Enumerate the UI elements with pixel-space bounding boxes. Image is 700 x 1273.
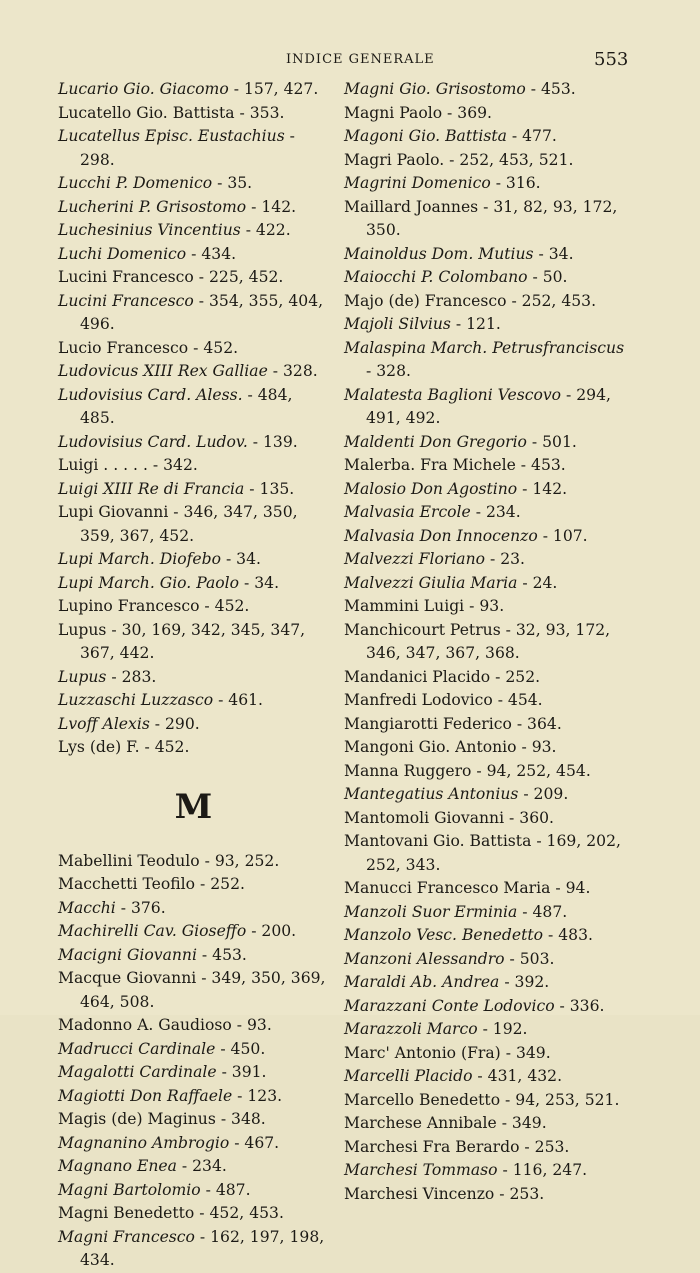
index-entry bbox=[58, 1179, 330, 1203]
entry-name: Macque Giovanni bbox=[58, 969, 197, 987]
entry-name: Marcello Benedetto bbox=[344, 1090, 501, 1109]
index-entry bbox=[58, 1132, 330, 1156]
index-entry bbox=[58, 196, 330, 220]
entry-page-refs: - 294, 491, 492. bbox=[366, 385, 611, 427]
entry-page-refs: - 139. bbox=[247, 432, 298, 451]
index-entry bbox=[344, 783, 626, 807]
entry-page-refs: - 142. bbox=[246, 197, 297, 216]
entry-page-refs: - 23. bbox=[485, 550, 526, 568]
entry-page-refs: - 252. bbox=[490, 667, 541, 686]
entry-name: Marchese Annibale bbox=[344, 1114, 497, 1132]
entry-name: Marazzani Conte Lodovico bbox=[344, 996, 555, 1015]
index-entry bbox=[344, 525, 626, 549]
entry-page-refs: - 107. bbox=[537, 526, 588, 545]
index-entry bbox=[58, 736, 330, 760]
entry-page-refs: - 328. bbox=[267, 362, 318, 380]
index-entry bbox=[344, 830, 626, 877]
entry-page-refs: - 283. bbox=[106, 667, 157, 686]
entry-page-refs: - 483. bbox=[543, 926, 593, 944]
entry-name: Magnano Enea bbox=[58, 1157, 177, 1175]
entry-name: Malvasia Don Innocenzo bbox=[344, 526, 538, 545]
entry-page-refs: - 24. bbox=[517, 573, 558, 592]
entry-name: Lucini Francesco bbox=[58, 268, 194, 286]
entry-page-refs: - 32, 93, 172, 346, 347, 367, 368. bbox=[366, 620, 611, 662]
entry-name: Maillard Joannes bbox=[344, 197, 479, 216]
entry-page-refs: - 431, 432. bbox=[472, 1067, 563, 1085]
entry-page-refs: - 392. bbox=[499, 973, 550, 991]
entry-name: Macchi bbox=[58, 898, 116, 917]
index-entry bbox=[58, 548, 330, 572]
entry-page-refs: - 93. bbox=[464, 597, 505, 615]
entry-page-refs: - 453. bbox=[196, 945, 247, 964]
index-entry bbox=[58, 337, 330, 361]
index-entry bbox=[58, 243, 330, 267]
entry-page-refs: - 94, 252, 454. bbox=[471, 761, 591, 780]
entry-name: Machirelli Cav. Gioseffo bbox=[58, 922, 247, 940]
entry-name: Luchesinius Vincentius bbox=[58, 221, 241, 239]
entry-name: Magoni Gio. Battista bbox=[344, 127, 507, 145]
index-entry bbox=[344, 1065, 626, 1089]
index-entry bbox=[58, 619, 330, 666]
entry-name: Mandanici Placido bbox=[344, 667, 491, 686]
entry-name: Maldenti Don Gregorio bbox=[344, 432, 527, 451]
index-entry bbox=[58, 1038, 330, 1062]
index-entry bbox=[344, 901, 626, 925]
left-bottom-entries bbox=[58, 850, 330, 1273]
entry-page-refs: - 93. bbox=[231, 1016, 272, 1034]
entry-name: Mangoni Gio. Antonio bbox=[344, 738, 517, 756]
index-entry bbox=[344, 313, 626, 337]
index-entry bbox=[58, 172, 330, 196]
entry-name: Magri Paolo. bbox=[344, 150, 445, 169]
entry-name: Lvoff Alexis bbox=[58, 714, 150, 733]
index-entry bbox=[58, 501, 330, 548]
entry-page-refs: - 93, 252. bbox=[199, 851, 280, 870]
entry-name: Manzolo Vesc. Benedetto bbox=[344, 926, 544, 944]
entry-name: Luzzaschi Luzzasco bbox=[58, 691, 214, 709]
entry-name: Manna Ruggero bbox=[344, 761, 472, 780]
index-entry bbox=[344, 807, 626, 831]
entry-name: Magiotti Don Raffaele bbox=[58, 1086, 233, 1105]
index-entry bbox=[58, 384, 330, 431]
entry-page-refs: - 169, 202, 252, 343. bbox=[366, 832, 621, 874]
entry-page-refs: - 369. bbox=[442, 103, 492, 122]
entry-page-refs: - 290. bbox=[149, 714, 200, 733]
entry-name: Lucini Francesco bbox=[58, 291, 194, 310]
index-entry bbox=[58, 1085, 330, 1109]
entry-page-refs: - 35. bbox=[212, 174, 253, 192]
index-entry bbox=[344, 1042, 626, 1066]
entry-name: Marchesi Fra Berardo bbox=[344, 1137, 520, 1156]
entry-name: Majoli Silvius bbox=[344, 315, 451, 333]
entry-page-refs: - 391. bbox=[216, 1063, 267, 1081]
entry-page-refs: - 157, 427. bbox=[228, 80, 319, 98]
entry-name: Magni Paolo bbox=[344, 103, 443, 122]
entry-name: Manfredi Lodovico bbox=[344, 691, 493, 709]
index-entry bbox=[58, 478, 330, 502]
index-entry bbox=[58, 102, 330, 126]
index-entry bbox=[58, 78, 330, 102]
index-entry bbox=[344, 971, 626, 995]
index-entry bbox=[344, 243, 626, 267]
index-entry bbox=[58, 873, 330, 897]
entry-page-refs: - 349. bbox=[500, 1043, 551, 1062]
entry-name: Maraldi Ab. Andrea bbox=[344, 973, 500, 991]
index-entry bbox=[58, 431, 330, 455]
entry-page-refs: - 336. bbox=[554, 996, 605, 1015]
index-entry bbox=[58, 713, 330, 737]
entry-name: Lucatello Gio. Battista bbox=[58, 103, 235, 122]
index-entry bbox=[344, 102, 626, 126]
entry-name: Mangiarotti Federico bbox=[344, 714, 512, 733]
index-entry bbox=[344, 78, 626, 102]
index-entry bbox=[344, 384, 626, 431]
index-entry bbox=[58, 1226, 330, 1273]
entry-name: Magis (de) Maginus bbox=[58, 1110, 216, 1128]
entry-name: Lucchi P. Domenico bbox=[58, 174, 213, 192]
entry-name: Lucio Francesco bbox=[58, 338, 189, 357]
entry-page-refs: - 346, 347, 350, 359, 367, 452. bbox=[80, 503, 298, 545]
index-entry bbox=[344, 1183, 626, 1207]
entry-name: Mantovani Gio. Battista bbox=[344, 832, 532, 850]
index-entry bbox=[344, 1112, 626, 1136]
entry-name: Manucci Francesco Maria bbox=[344, 879, 551, 897]
entry-name: Maiocchi P. Colombano bbox=[344, 268, 528, 286]
right-column bbox=[344, 78, 626, 1206]
entry-page-refs: - 253. bbox=[519, 1137, 570, 1156]
section-letter: M bbox=[174, 786, 214, 827]
index-entry bbox=[344, 595, 626, 619]
entry-name: Magalotti Cardinale bbox=[58, 1063, 217, 1081]
index-entry bbox=[344, 548, 626, 572]
right-entries bbox=[344, 78, 626, 1206]
index-entry bbox=[58, 689, 330, 713]
entry-name: Lucatellus Episc. Eustachius bbox=[58, 127, 285, 145]
index-entry bbox=[58, 1014, 330, 1038]
entry-page-refs: - 452. bbox=[199, 597, 250, 615]
entry-page-refs: - 501. bbox=[526, 432, 577, 451]
entry-name: Malvezzi Floriano bbox=[344, 550, 486, 568]
entry-page-refs: - 376. bbox=[115, 898, 166, 917]
index-entry bbox=[344, 689, 626, 713]
entry-page-refs: - 192. bbox=[477, 1020, 528, 1038]
entry-name: Marchesi Tommaso bbox=[344, 1161, 498, 1179]
entry-name: Magrini Domenico bbox=[344, 174, 491, 192]
entry-name: Marazzoli Marco bbox=[344, 1020, 478, 1038]
entry-name: Marchesi Vincenzo bbox=[344, 1184, 495, 1203]
index-entry bbox=[58, 454, 330, 478]
entry-page-refs: - 225, 452. bbox=[193, 268, 284, 286]
entry-page-refs: - 348. bbox=[215, 1110, 266, 1128]
entry-name: Malerba. Fra Michele bbox=[344, 456, 516, 474]
index-entry bbox=[344, 196, 626, 243]
index-entry bbox=[344, 666, 626, 690]
index-entry bbox=[58, 125, 330, 172]
index-entry bbox=[58, 920, 330, 944]
page-number: 553 bbox=[594, 49, 629, 70]
entry-page-refs: - 252, 453. bbox=[506, 291, 597, 310]
entry-page-refs: - 360. bbox=[504, 808, 554, 827]
entry-page-refs: - 364. bbox=[511, 714, 562, 733]
entry-page-refs: - 342. bbox=[147, 456, 198, 474]
entry-name: Lupino Francesco bbox=[58, 597, 200, 615]
index-entry bbox=[58, 572, 330, 596]
entry-name: Malosio Don Agostino bbox=[344, 479, 518, 498]
entry-name: Malaspina March. Petrusfranciscus bbox=[344, 338, 625, 357]
entry-name: Lupus bbox=[58, 667, 107, 686]
index-entry bbox=[58, 666, 330, 690]
index-entry bbox=[344, 877, 626, 901]
entry-name: Mainoldus Dom. Mutius bbox=[344, 244, 534, 263]
index-entry bbox=[344, 736, 626, 760]
left-column bbox=[58, 78, 330, 1273]
entry-page-refs: - 298. bbox=[80, 127, 295, 169]
index-entry bbox=[344, 478, 626, 502]
index-entry bbox=[344, 501, 626, 525]
entry-page-refs: - 135. bbox=[244, 479, 295, 498]
entry-name: Lucario Gio. Giacomo bbox=[58, 80, 229, 98]
entry-name: Madrucci Cardinale bbox=[58, 1039, 216, 1058]
entry-name: Lupi March. Diofebo bbox=[58, 550, 221, 568]
entry-page-refs: - 234. bbox=[176, 1157, 227, 1175]
index-entry bbox=[58, 595, 330, 619]
entry-page-refs: - 422. bbox=[240, 221, 291, 239]
entry-name: Malvezzi Giulia Maria bbox=[344, 573, 518, 592]
index-entry bbox=[344, 125, 626, 149]
entry-page-refs: - 487. bbox=[517, 902, 568, 921]
entry-page-refs: - 234. bbox=[470, 503, 521, 521]
entry-page-refs: - 34. bbox=[533, 244, 574, 263]
entry-name: Magnanino Ambrogio bbox=[58, 1133, 230, 1152]
index-entry bbox=[344, 1018, 626, 1042]
entry-page-refs: - 349, 350, 369, 464, 508. bbox=[80, 969, 326, 1011]
index-entry bbox=[58, 897, 330, 921]
entry-name: Magni Bartolomio bbox=[58, 1180, 201, 1199]
entry-page-refs: - 50. bbox=[527, 268, 568, 286]
entry-name: Ludovisius Card. Ludov. bbox=[58, 432, 248, 451]
entry-name: Luchi Domenico bbox=[58, 244, 187, 263]
entry-page-refs: - 477. bbox=[506, 127, 557, 145]
entry-name: Malatesta Baglioni Vescovo bbox=[344, 385, 562, 404]
entry-page-refs: - 453. bbox=[525, 80, 576, 98]
index-entry bbox=[344, 266, 626, 290]
index-entry bbox=[58, 219, 330, 243]
entry-page-refs: - 461. bbox=[213, 691, 264, 709]
index-entry bbox=[58, 1155, 330, 1179]
left-top-entries bbox=[58, 78, 330, 760]
entry-page-refs: - 209. bbox=[518, 785, 569, 803]
entry-name: Majo (de) Francesco bbox=[344, 291, 507, 310]
entry-page-refs: - 200. bbox=[246, 922, 297, 940]
entry-name: Mabellini Teodulo bbox=[58, 851, 200, 870]
index-entry bbox=[58, 967, 330, 1014]
index-entry bbox=[344, 337, 626, 384]
index-entry bbox=[344, 713, 626, 737]
entry-page-refs: - 349. bbox=[496, 1114, 547, 1132]
entry-page-refs: - 31, 82, 93, 172, 350. bbox=[366, 197, 618, 239]
entry-name: Ludovicus XIII Rex Galliae bbox=[58, 362, 268, 380]
entry-name: Lupus bbox=[58, 620, 107, 639]
index-entry bbox=[344, 760, 626, 784]
index-entry bbox=[58, 1061, 330, 1085]
index-entry bbox=[344, 1159, 626, 1183]
entry-page-refs: - 162, 197, 198, 434. bbox=[80, 1227, 325, 1269]
entry-page-refs: - 353. bbox=[234, 103, 285, 122]
entry-name: Lucherini P. Grisostomo bbox=[58, 197, 247, 216]
entry-name: Macchetti Teofilo bbox=[58, 875, 196, 893]
entry-page-refs: - 467. bbox=[229, 1133, 280, 1152]
entry-page-refs: - 503. bbox=[504, 949, 555, 968]
entry-page-refs: - 94. bbox=[550, 879, 591, 897]
entry-page-refs: - 487. bbox=[200, 1180, 251, 1199]
index-entry bbox=[344, 454, 626, 478]
index-entry bbox=[58, 266, 330, 290]
index-entry bbox=[344, 290, 626, 314]
entry-name: Marcelli Placido bbox=[344, 1067, 473, 1085]
index-entry bbox=[344, 619, 626, 666]
entry-page-refs: - 434. bbox=[186, 244, 237, 263]
index-entry bbox=[58, 1202, 330, 1226]
entry-name: Marc' Antonio (Fra) bbox=[344, 1043, 501, 1062]
entry-page-refs: - 450. bbox=[215, 1039, 266, 1058]
entry-name: Malvasia Ercole bbox=[344, 503, 471, 521]
entry-page-refs: - 253. bbox=[494, 1184, 545, 1203]
entry-name: Mammini Luigi bbox=[344, 597, 465, 615]
entry-page-refs: - 452. bbox=[188, 338, 239, 357]
index-entry bbox=[344, 948, 626, 972]
entry-page-refs: - 454. bbox=[492, 691, 543, 709]
entry-page-refs: - 34. bbox=[239, 573, 280, 592]
entry-page-refs: - 354, 355, 404, 496. bbox=[80, 291, 324, 333]
entry-page-refs: - 252, 453, 521. bbox=[444, 150, 574, 169]
entry-page-refs: - 142. bbox=[517, 479, 568, 498]
entry-page-refs: - 121. bbox=[450, 315, 501, 333]
index-entry bbox=[344, 572, 626, 596]
index-entry bbox=[344, 924, 626, 948]
entry-name: Macigni Giovanni bbox=[58, 945, 197, 964]
entry-name: Lys (de) F. bbox=[58, 738, 140, 756]
entry-page-refs: - 34. bbox=[220, 550, 261, 568]
index-entry bbox=[58, 290, 330, 337]
running-header: INDICE GENERALE bbox=[286, 52, 435, 67]
entry-page-refs: - 30, 169, 342, 345, 347, 367, 442. bbox=[80, 620, 306, 662]
index-entry bbox=[344, 431, 626, 455]
entry-name: Manchicourt Petrus bbox=[344, 620, 501, 639]
entry-name: Manzoli Suor Erminia bbox=[344, 902, 518, 921]
entry-page-refs: - 328. bbox=[366, 362, 411, 380]
entry-name: Luigi . . . . . bbox=[58, 456, 148, 474]
entry-name: Magni Benedetto bbox=[58, 1204, 195, 1222]
entry-page-refs: - 93. bbox=[516, 738, 557, 756]
entry-name: Lupi Giovanni bbox=[58, 503, 169, 521]
entry-name: Mantegatius Antonius bbox=[344, 785, 519, 803]
entry-name: Magni Gio. Grisostomo bbox=[344, 80, 526, 98]
entry-page-refs: - 116, 247. bbox=[497, 1161, 588, 1179]
entry-page-refs: - 252. bbox=[195, 875, 245, 893]
index-entry bbox=[58, 944, 330, 968]
entry-name: Madonno A. Gaudioso bbox=[58, 1016, 232, 1034]
entry-page-refs: - 484, 485. bbox=[80, 385, 293, 427]
entry-page-refs: - 94, 253, 521. bbox=[500, 1090, 620, 1109]
index-entry bbox=[344, 149, 626, 173]
entry-page-refs: - 453. bbox=[515, 456, 566, 474]
index-entry bbox=[344, 1136, 626, 1160]
index-entry bbox=[58, 1108, 330, 1132]
entry-page-refs: - 316. bbox=[490, 174, 541, 192]
index-entry bbox=[344, 1089, 626, 1113]
index-entry bbox=[344, 995, 626, 1019]
entry-name: Mantomoli Giovanni bbox=[344, 808, 505, 827]
entry-page-refs: - 452. bbox=[139, 738, 190, 756]
entry-name: Ludovisius Card. Aless. bbox=[58, 385, 243, 404]
entry-page-refs: - 452, 453. bbox=[194, 1204, 284, 1222]
index-entry bbox=[58, 360, 330, 384]
entry-name: Manzoni Alessandro bbox=[344, 949, 505, 968]
entry-name: Magni Francesco bbox=[58, 1227, 195, 1246]
index-entry bbox=[58, 850, 330, 874]
index-entry bbox=[344, 172, 626, 196]
entry-name: Lupi March. Gio. Paolo bbox=[58, 573, 240, 592]
entry-name: Luigi XIII Re di Francia bbox=[58, 479, 245, 498]
entry-page-refs: - 123. bbox=[232, 1086, 283, 1105]
